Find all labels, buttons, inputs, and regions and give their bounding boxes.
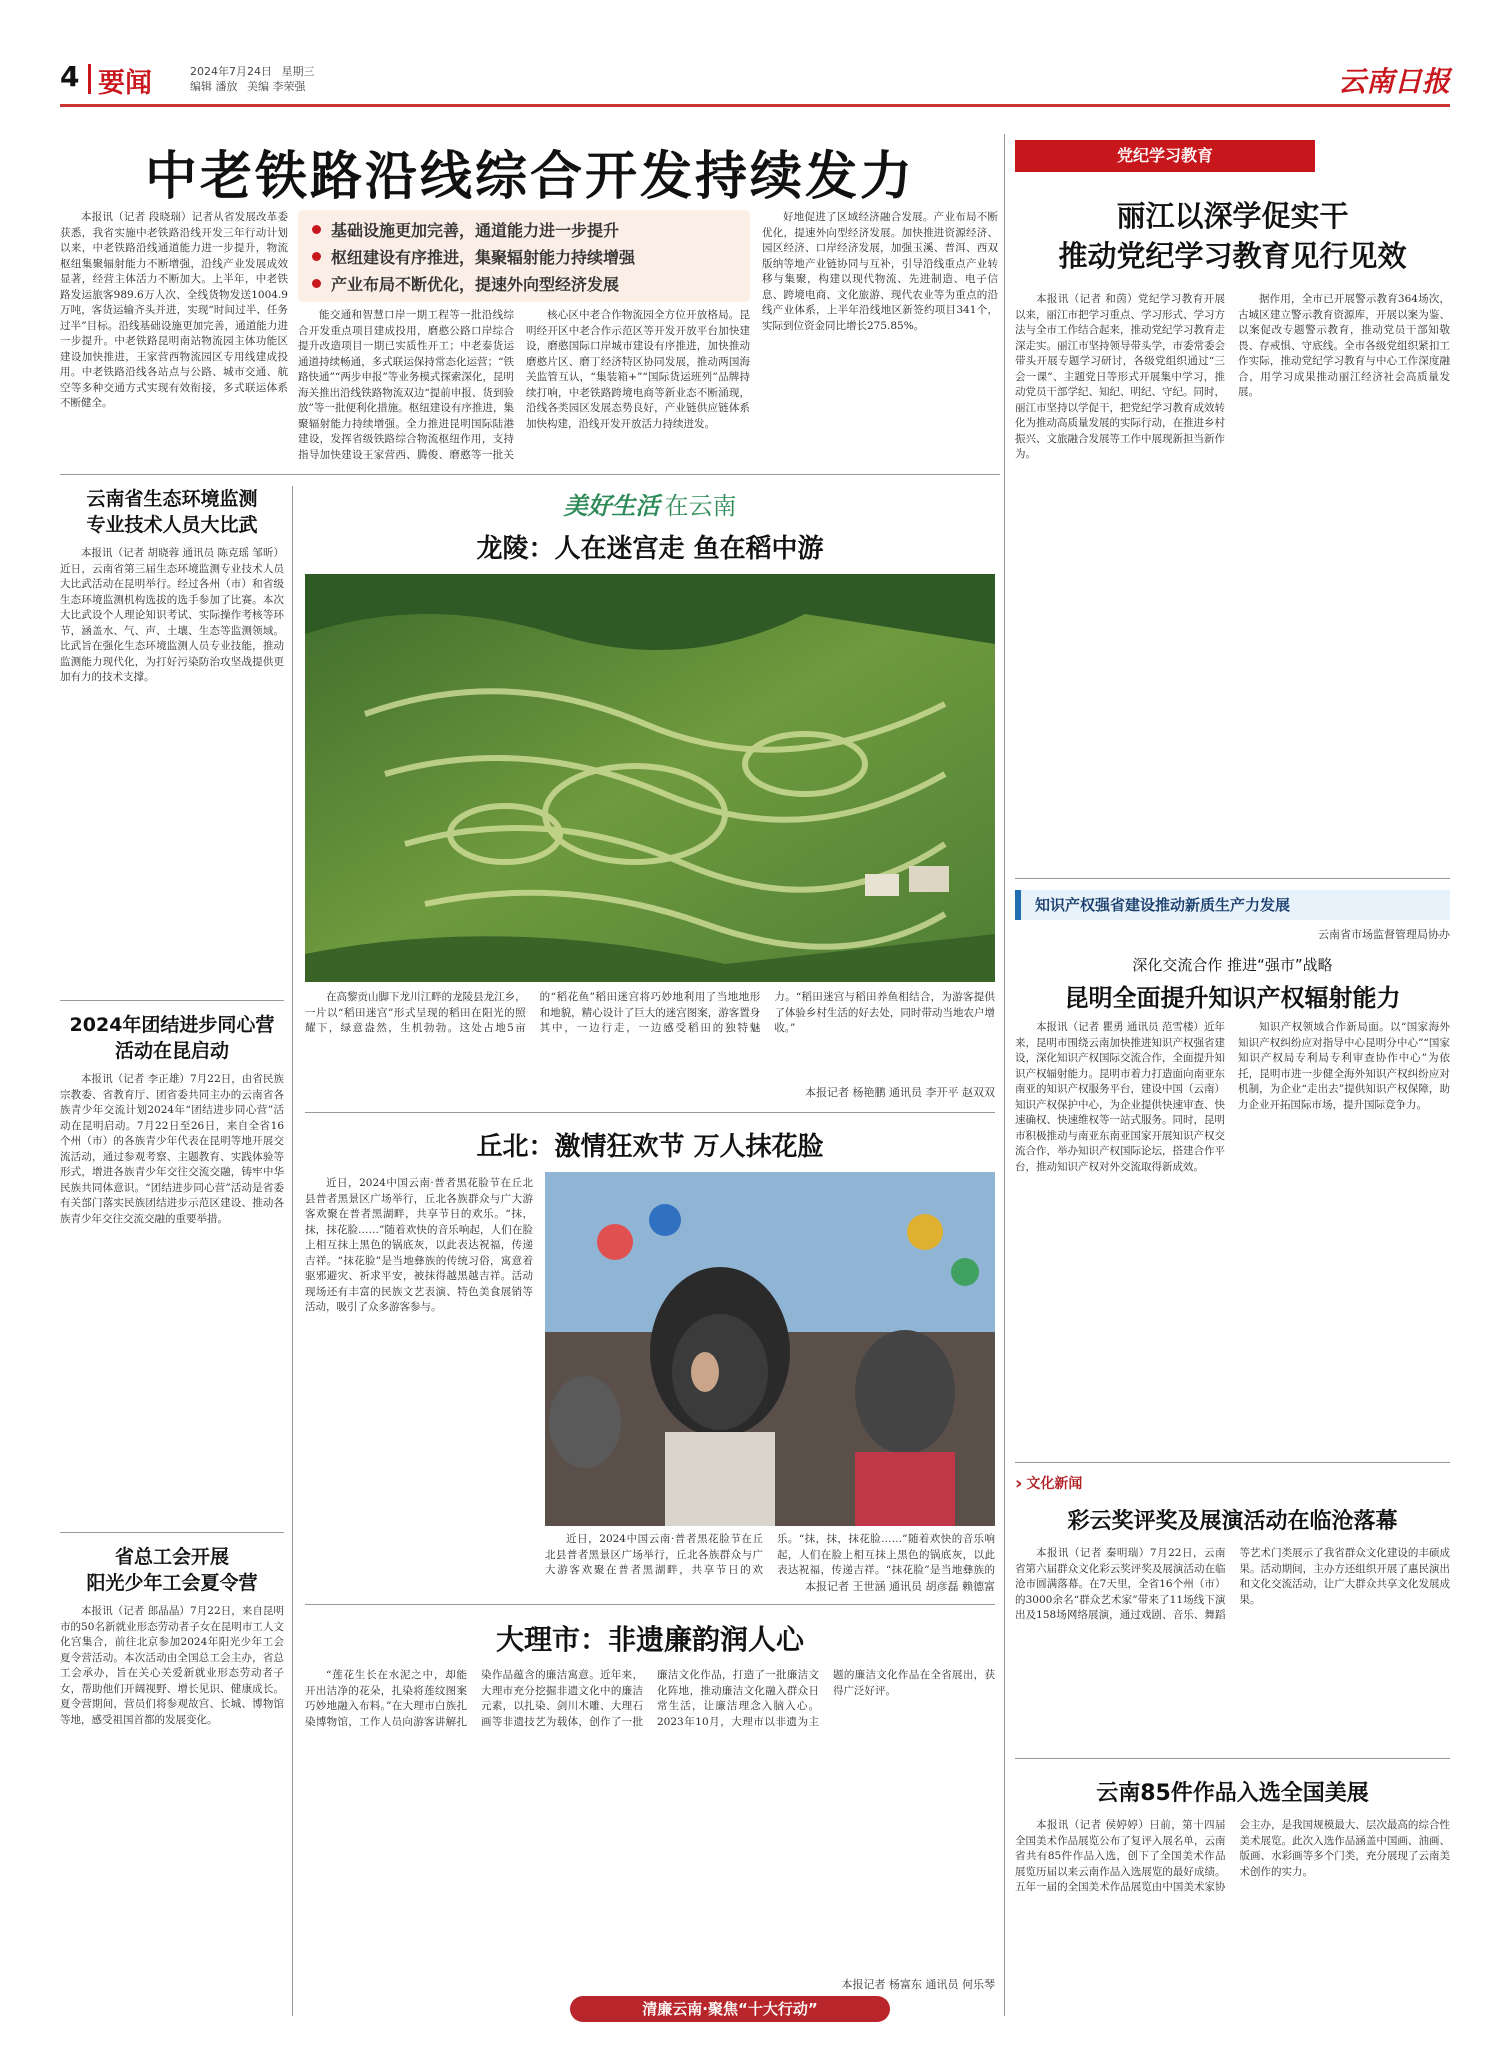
highlight-2: 枢纽建设有序推进，集聚辐射能力持续增强 xyxy=(312,243,736,270)
left1-text: 本报讯（记者 胡晓蓉 通讯员 陈克瑶 邹昕）近日，云南省第三届生态环境监测专业技术人员大比武活动在昆明举行。经过各州（市）和省级生态环境监测机构选拔的选手参加了比赛。本次大比武设个人理论知识考试、实际操作考核等环节，涵盖水、气、声、土壤、生态等监测领域。比武旨在强化生态环境监测人员专业技能，推动监测能力现代化，为打好污染防治攻坚战提供更加有力的技术支撑。 xyxy=(60,547,284,683)
story1-byline: 本报记者 杨艳鹏 通讯员 李开平 赵双双 xyxy=(805,1086,995,1099)
right1-headline: 丽江以深学促实干 推动党纪学习教育见行见效 xyxy=(1058,199,1407,273)
left3-text: 本报讯（记者 郎晶晶）7月22日，来自昆明市的50名新就业形态劳动者子女在昆明市工人文化宫集合，前往北京参加2024年阳光少年工会夏令营活动。本次活动由全国总工会主办，省总工会承办，旨在关心关爱新就业形态劳动者子女，帮助他们开阔视野、增长见识、健康成长。夏令营期间，营员们将参观故宫、长城、博物馆等地，感受祖国首都的发展变化。 xyxy=(60,1605,284,1726)
paper-logo: 云南日报 xyxy=(1337,65,1450,98)
right3-headline: 彩云奖评奖及展演活动在临沧落幕 xyxy=(1067,1509,1398,1534)
left2-headline: 2024年团结进步同心营 活动在昆启动 xyxy=(69,1014,275,1062)
highlight-3: 产业布局不断优化，提速外向型经济发展 xyxy=(312,270,736,297)
issue-weekday: 星期三 xyxy=(281,65,315,78)
right2-text2: 知识产权领域合作新局面。以“国家海外知识产权纠纷应对指导中心昆明分中心”“国家知识产权局专利局专利审查协作中心”为依托，昆明市进一步健全海外知识产权纠纷应对机制，为企业“走出去”提供知识产权保障，助力企业开拓国际市场，提升国际竞争力。 xyxy=(1238,1021,1450,1111)
story3-text: “莲花生长在水泥之中，却能开出洁净的花朵，扎染将莲纹图案巧妙地融入布料。”在大理市白族扎染博物馆，工作人员向游客讲解扎染作品蕴含的廉洁寓意。近年来，大理市充分挖掘非遗文化中的廉洁元素，以扎染、剑川木雕、大理石画等非遗技艺为载体，创作了一批廉洁文化作品，打造了一批廉洁文化阵地，推动廉洁文化融入群众日常生活，让廉洁理念入脑入心。2023年10月，大理市以非遗为主题的廉洁文化作品在全省展出，获得广泛好评。 xyxy=(305,1669,995,1728)
right4-headline: 云南85件作品入选全国美展 xyxy=(1096,1781,1369,1806)
left1-headline: 云南省生态环境监测 专业技术人员大比武 xyxy=(86,488,258,536)
lead-highlights xyxy=(298,210,750,302)
masthead xyxy=(60,60,1450,110)
ip-banner: 知识产权强省建设推动新质生产力发展 xyxy=(1015,890,1450,920)
story1-text: 在高黎贡山脚下龙川江畔的龙陵县龙江乡，一片以“稻田迷宫”形式呈现的稻田在阳光的照耀下，绿意盎然，生机勃勃。这处占地5亩的“稻花鱼”稻田迷宫将巧妙地利用了当地地形和地貌，精心设计了巨大的迷宫图案，游客置身其中，一边行走，一边感受稻田的独特魅力。“稻田迷宫与稻田养鱼相结合，为游客提供了体验乡村生活的好去处，同时带动当地农户增收。” xyxy=(305,991,995,1034)
story3-byline: 本报记者 杨富东 通讯员 何乐琴 xyxy=(841,1978,995,1991)
story1-headline: 龙陵：人在迷宫走 鱼在稻中游 xyxy=(476,534,824,564)
rice-maze-photo xyxy=(305,574,995,982)
integrity-banner: 清廉云南·聚焦“十大行动” xyxy=(570,1996,890,2022)
feature-banner-b: 在云南 xyxy=(664,492,737,520)
lead-headline: 中老铁路沿线综合开发持续发力 xyxy=(144,147,915,207)
left2-text: 本报讯（记者 李正雄）7月22日，由省民族宗教委、省教育厅、团省委共同主办的云南省各族青少年交流计划2024年“团结进步同心营”活动在昆明启动。7月22日至26日，来自全省16个州（市）的各族青少年代表在昆明等地开展交流活动，通过参观考察、主题教育、实践体验等形式，增进各族青少年交往交流交融，铸牢中华民族共同体意识。“团结进步同心营”活动是省委有关部门落实民族团结进步示范区建设、推动各族青少年交往交流交融的重要举措。 xyxy=(60,1073,284,1225)
right1-text2: 据作用，全市已开展警示教育364场次，古城区建立警示教育资源库，开展以案为鉴、以案促改专题警示教育，推动党员干部知敬畏、存戒惧、守底线。全市各级党组织紧扣工作实际，推动党纪学习教育与中心工作深度融合，用学习成果推动丽江经济社会高质量发展。 xyxy=(1238,293,1450,398)
story3-headline: 大理市：非遗廉韵润人心 xyxy=(495,1623,804,1656)
right2-subtitle: 深化交流合作 推进“强市”战略 xyxy=(1132,956,1333,974)
right3-text: 本报讯（记者 秦明瑞）7月22日，云南省第六届群众文化彩云奖评奖及展演活动在临沧市圆满落幕。在7天里，全省16个州（市）的3000余名“群众艺术家”带来了11场线下演出及158场网络展演，通过戏剧、音乐、舞蹈等艺术门类展示了我省群众文化建设的丰硕成果。活动期间，主办方还组织开展了惠民演出和文化交流活动，让广大群众共享文化发展成果。 xyxy=(1015,1547,1450,1621)
section-name: 要闻 xyxy=(98,68,152,99)
issue-date: 2024年7月24日 xyxy=(190,65,272,78)
story2-text: 近日，2024中国云南·普者黑花脸节在丘北县普者黑景区广场举行，丘北各族群众与广大游客欢聚在普者黑湖畔，共享节日的欢乐。“抹，抹，抹花脸……”随着欢快的音乐响起，人们在脸上相互抹上黑色的锅底灰，以此表达祝福，传递吉祥。“抹花脸”是当地彝族的传统习俗，寓意着驱邪避灾、祈求平安，被抹得越黑越吉祥。活动现场还有丰富的民族文艺表演、特色美食展销等活动，吸引了众多游客参与。 xyxy=(305,1177,533,1313)
right2-text: 本报讯（记者 瞿勇 通讯员 范雪楼）近年来，昆明市围绕云南加快推进知识产权强省建设，深化知识产权国际交流合作，全面提升知识产权辐射能力。昆明市着力打造面向南亚东南亚的知识产权服务平台，建设中国（云南）知识产权保护中心，为企业提供快速审查、快速确权、快速维权等一站式服务。同时，昆明市积极推动与南亚东南亚国家开展知识产权交流合作，举办知识产权国际论坛，搭建合作平台，推动知识产权对外交流取得新成效。 xyxy=(1015,1021,1225,1173)
chevron-right-icon: › xyxy=(1015,1472,1023,1494)
lead-col4: 好地促进了区域经济融合发展。产业布局不断优化，提速外向型经济发展。加快推进资源经济、园区经济、口岸经济发展，加强玉溪、普洱、西双版纳等地产业链协同与互补，引导沿线重点产业转移与集聚，构建以现代物流、先进制造、电子信息、跨境电商、文化旅游、现代农业等为重点的沿线产业体系，上半年沿线地区新签约项目341个，实际到位资金同比增长275.85%。 xyxy=(762,211,998,332)
page-number: 4 xyxy=(60,60,80,93)
right3-tag: › 文化新闻 xyxy=(1015,1472,1083,1494)
right1-text: 本报讯（记者 和茵）党纪学习教育开展以来，丽江市把学习重点、学习形式、学习方法与全市工作结合起来，推动党纪学习教育走深走实。丽江市坚持领导带头学，市委常委会带头开展专题学习研讨，各级党组织通过“三会一课”、主题党日等形式开展集中学习，推动党员干部学纪、知纪、明纪、守纪。同时，丽江市坚持以学促干，把党纪学习教育成效转化为推动高质量发展的实际行动，在推进乡村振兴、文旅融合发展等工作中展现新担当新作为。 xyxy=(1015,293,1225,460)
left3-headline: 省总工会开展 阳光少年工会夏令营 xyxy=(86,1546,258,1594)
lead-col3: 核心区中老合作物流园全方位开放格局。昆明经开区中老合作示范区等开发开放平台加快建设，磨憨国际口岸城市建设有序推进，加快推动磨憨片区、磨丁经济特区协同发展，推动两国海关监管互认，“集装箱+”“国际货运班列”品牌持续打响，中老铁路跨境电商等新业态不断涌现，沿线各类园区发展态势良好，产业链供应链体系加快构建，沿线开发开放活力持续迸发。 xyxy=(526,309,750,430)
proof-credit: 美编 李荣强 xyxy=(247,80,306,93)
right1-tag: 党纪学习教育 xyxy=(1015,140,1315,172)
feature-banner xyxy=(305,486,995,526)
masthead-rule xyxy=(60,104,1450,107)
face-painting-photo xyxy=(545,1172,995,1526)
story2-text-b: 近日，2024中国云南·普者黑花脸节在丘北县普者黑景区广场举行，丘北各族群众与广大游客欢聚在普者黑湖畔，共享节日的欢乐。“抹，抹，抹花脸……”随着欢快的音乐响起，人们在脸上相互抹上黑色的锅底灰，以此表达祝福，传递吉祥。“抹花脸”是当地彝族的 xyxy=(545,1533,995,1576)
highlight-1: 基础设施更加完善，通道能力进一步提升 xyxy=(312,216,736,243)
editor-credit: 编辑 潘放 xyxy=(190,80,238,93)
feature-banner-a: 美好生活 xyxy=(563,491,660,520)
story2-byline: 本报记者 王世涵 通讯员 胡彦磊 赖德富 xyxy=(805,1580,995,1593)
story2-headline: 丘北：激情狂欢节 万人抹花脸 xyxy=(476,1132,824,1162)
lead-col2: 能交通和智慧口岸一期工程等一批沿线综合开发重点项目建成投用，磨憨公路口岸综合提升改造项目一期已实质性开工；中老泰货运通道持续畅通，多式联运保持常态化运营；“铁路快通”“两步申报”等业务模式探索深化，昆明海关推出沿线铁路物流双边“提前申报、货到验放”等一批便利化措施。枢纽建设有序推进，集聚辐射能力持续增强。全力推进昆明国际陆港建设，发挥省级铁路综合物流枢纽作用，支持指导加快建设王家营西、腾俊、磨憨等一批关 xyxy=(298,309,514,461)
lead-col1: 本报讯（记者 段晓瑞）记者从省发展改革委获悉，我省实施中老铁路沿线开发三年行动计划以来，中老铁路沿线通道能力进一步提升，物流枢纽集聚辐射能力不断增强，沿线产业发展成效显著，经营主体活力不断加大。上半年，中老铁路发运旅客989.6万人次、全线货物发送1004.9万吨，客货运输齐头并进，实现“时间过半、任务过半”目标。沿线基础设施更加完善，通道能力进一步提升。中老铁路昆明南站物流园主体功能区建设加快推进，王家营西物流园区专用线建成投用。中老铁路沿线各站点与公路、城市交通、航空等多种交通方式实现有效衔接，多式联运体系不断健全。 xyxy=(60,211,288,409)
right4-text: 本报讯（记者 侯婷婷）日前，第十四届全国美术作品展览公布了复评入展名单，云南省共有85件作品入选，创下了全国美术作品展览历届以来云南作品入选展览的最好成绩。五年一届的全国美术作品展览由中国美术家协会主办，是我国规模最大、层次最高的综合性美术展览。此次入选作品涵盖中国画、油画、版画、水彩画等多个门类，充分展现了云南美术创作的实力。 xyxy=(1015,1819,1450,1893)
right2-headline: 昆明全面提升知识产权辐射能力 xyxy=(1064,984,1401,1012)
ip-sponsor: 云南省市场监督管理局协办 xyxy=(1318,928,1450,941)
